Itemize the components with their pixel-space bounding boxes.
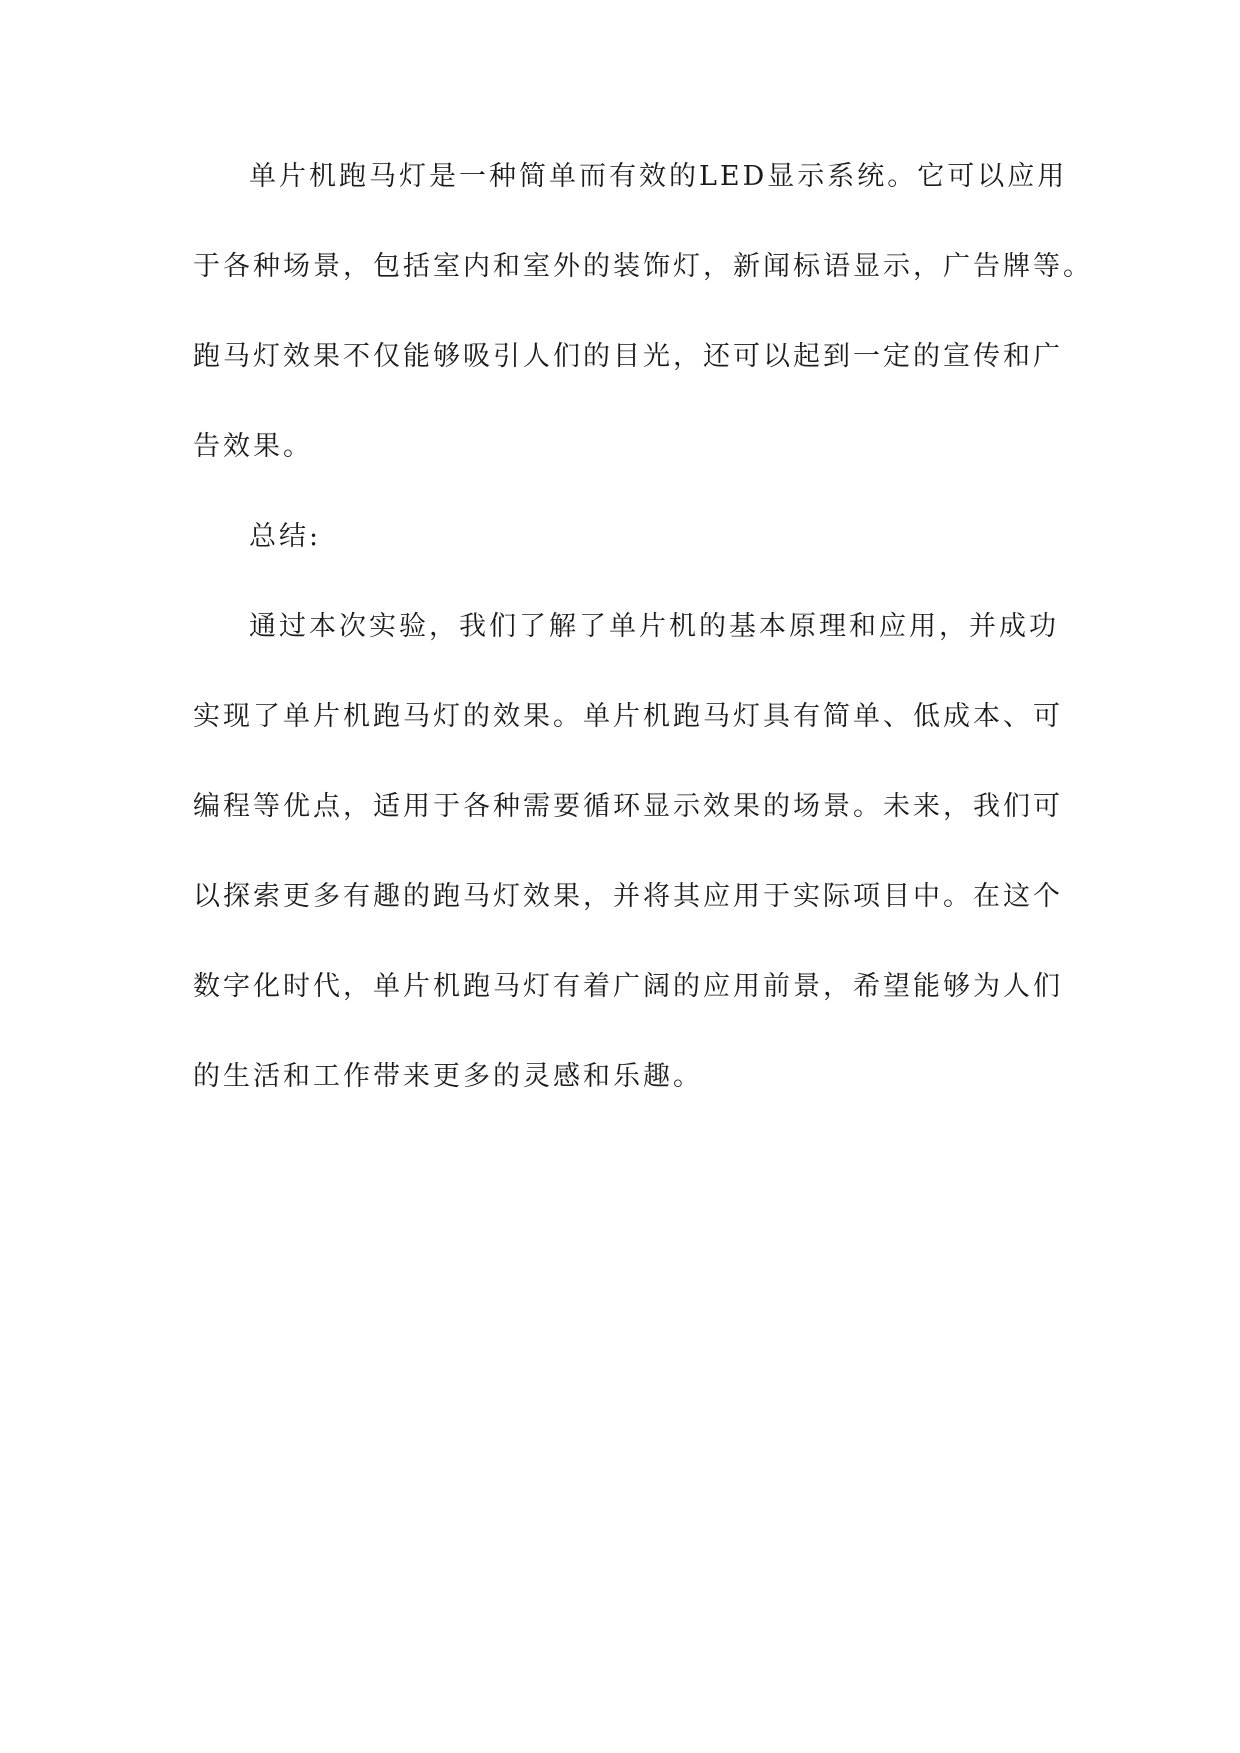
document-body bbox=[193, 150, 1093, 1140]
paragraph-1-line-1: 单片机跑马灯是一种简单而有效的LED显示系统。它可以应用 bbox=[249, 161, 1068, 192]
paragraph-2-line-5: 数字化时代，单片机跑马灯有着广阔的应用前景，希望能够为人们 bbox=[193, 971, 1063, 1002]
paragraph-2-line-6: 的生活和工作带来更多的灵感和乐趣。 bbox=[193, 1061, 703, 1092]
paragraph-2-line-1: 通过本次实验，我们了解了单片机的基本原理和应用，并成功 bbox=[249, 611, 1059, 642]
paragraph-1-line-2: 于各种场景，包括室内和室外的装饰灯，新闻标语显示，广告牌等。 bbox=[193, 251, 1093, 282]
paragraph-1-line-4: 告效果。 bbox=[193, 431, 313, 462]
paragraph-2-line-3: 编程等优点，适用于各种需要循环显示效果的场景。未来，我们可 bbox=[193, 791, 1063, 822]
paragraph-2-line-2: 实现了单片机跑马灯的效果。单片机跑马灯具有简单、低成本、可 bbox=[193, 701, 1063, 732]
paragraph-1-line-3: 跑马灯效果不仅能够吸引人们的目光，还可以起到一定的宣传和广 bbox=[193, 341, 1063, 372]
paragraph-2-line-4: 以探索更多有趣的跑马灯效果，并将其应用于实际项目中。在这个 bbox=[193, 881, 1063, 912]
summary-heading: 总结: bbox=[249, 521, 322, 552]
